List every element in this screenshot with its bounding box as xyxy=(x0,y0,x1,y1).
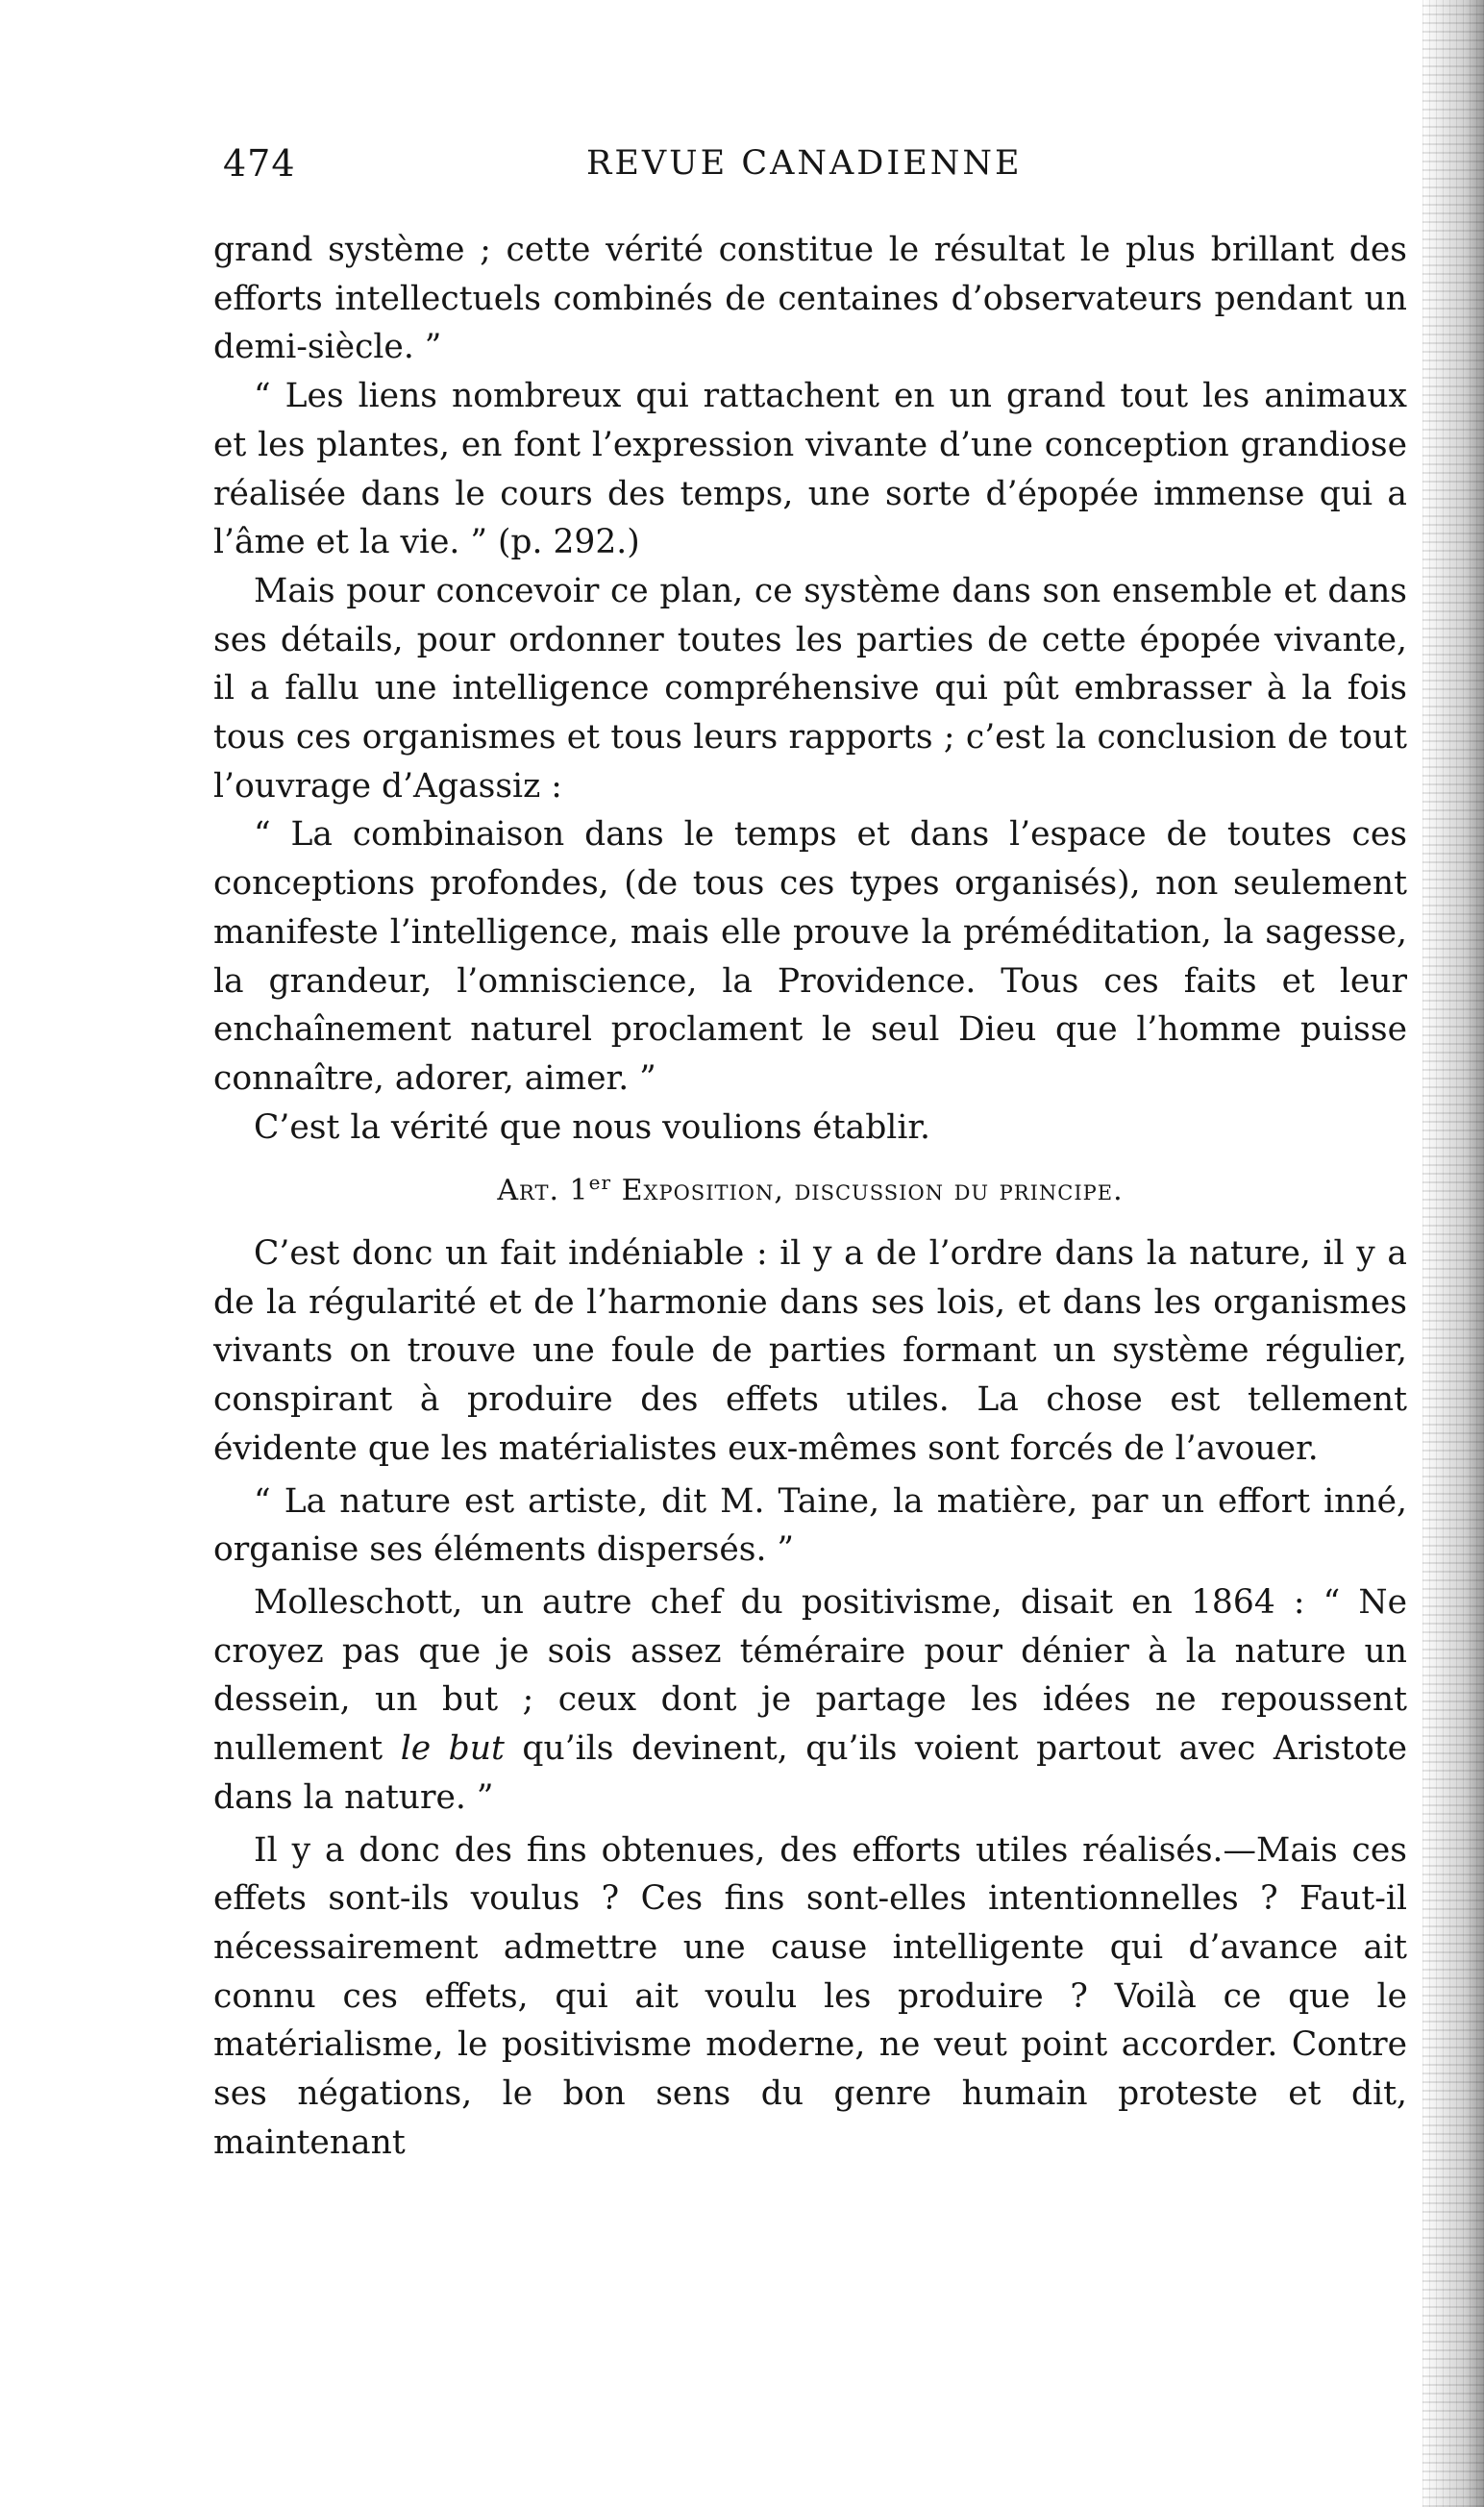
paragraph-fins-obtenues: Il y a donc des fins obtenues, des efforts utiles réalisés.—Mais ces effets sont-ils voulus ? Ces fins sont-elles intentionnelles ? Faut-il nécessairement admettre une cause intelligente qui d’avance ait connu ces effets, qui ait voulu les produire ? Voilà ce que le matérialisme, le positivisme moderne, ne veut point accorder. Contre ses négations, le bon sens du genre humain proteste et dit, maintenant xyxy=(213,1830,1407,2162)
paragraph-verite: C’est la vérité que nous voulions établir. xyxy=(254,1107,931,1147)
page-header xyxy=(0,142,1484,200)
molleschott-text-2: qu’ils devinent, qu’ils voient partout avec Aristote dans la nature. ” xyxy=(213,1729,1407,1817)
paragraph-continuation: grand système ; cette vérité constitue le résultat le plus brillant des efforts intellectuels combinés de centaines d’observateurs pendant un demi-siècle. ” xyxy=(213,231,1407,367)
page-number: 474 xyxy=(223,142,296,185)
molleschott-italic: le but xyxy=(400,1729,505,1769)
body-text xyxy=(213,226,1407,2167)
paragraph-quote-combinaison: “ La combinaison dans le temps et dans l’espace de toutes ces conceptions profondes, (de tous ces types organisés), non seulement manifeste l’intelligence, mais elle prouve la préméditation, la sagesse, la grandeur, l’omniscience, la Providence. Tous ces faits et leur enchaînement naturel proclament le seul Dieu que l’homme puisse connaître, adorer, aimer. ” xyxy=(213,815,1407,1098)
article-number: Art. 1 xyxy=(497,1174,589,1208)
paragraph-plan: Mais pour concevoir ce plan, ce système dans son ensemble et dans ses détails, pour ordonner toutes les parties de cette épopée vivante, il a fallu une intelligence compréhensive qui pût embrasser à la fois tous ces organismes et tous leurs rapports ; c’est la conclusion de tout l’ouvrage d’Agassiz : xyxy=(213,571,1407,806)
paragraph-fait-indeniable: C’est donc un fait indéniable : il y a de l’ordre dans la nature, il y a de la régularité et de l’harmonie dans ses lois, et dans les organismes vivants on trouve une foule de parties formant un système régulier, conspirant à produire des effets utiles. La chose est tellement évidente que les matérialistes eux-mêmes sont forcés de l’avouer. xyxy=(213,1234,1407,1468)
paragraph-quote-agassiz: “ Les liens nombreux qui rattachent en un grand tout les animaux et les plantes, en font l’expression vivante d’une conception grandiose réalisée dans le cours des temps, une sorte d’épopée immense qui a l’âme et la vie. ” (p. 292.) xyxy=(213,377,1407,562)
page-edge-shadow xyxy=(1422,0,1484,2507)
section-title-initial: E xyxy=(621,1174,644,1208)
section-heading xyxy=(213,1167,1407,1216)
molleschott-text-1: Molleschott, un autre chef du positivisme, disait en 1864 : “ Ne croyez pas que je sois assez téméraire pour dénier à la nature un dessein, un but ; ceux dont je partage les idées ne repoussent nullement xyxy=(213,1582,1407,1769)
running-head: REVUE CANADIENNE xyxy=(586,144,1023,183)
article-superscript: er xyxy=(588,1171,612,1195)
paragraph-quote-taine: “ La nature est artiste, dit M. Taine, la matière, par un effort inné, organise ses éléments dispersés. ” xyxy=(213,1481,1407,1570)
section-title: xposition, discussion du principe. xyxy=(643,1174,1124,1208)
paragraph-molleschott xyxy=(213,1578,1407,1823)
